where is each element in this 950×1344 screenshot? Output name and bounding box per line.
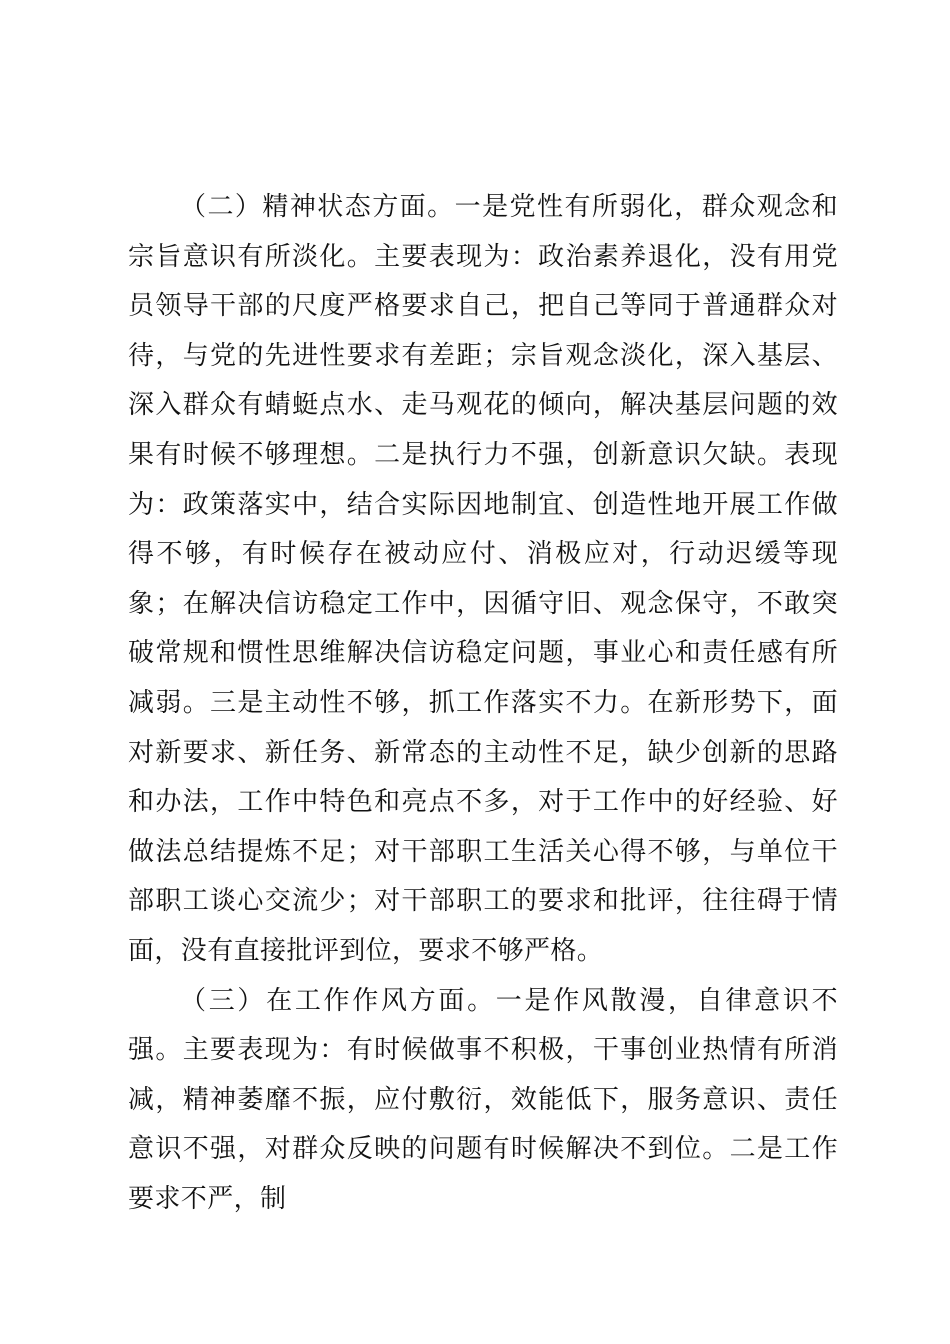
paragraph-work-style: （三）在工作作风方面。一是作风散漫，自律意识不强。主要表现为：有时候做事不积极，干事创业热情有所消减，精神萎靡不振，应付敷衍，效能低下，服务意识、责任意识不强，对群众反映的问题有时候解决不到位。二是工作要求不严，制 bbox=[128, 985, 838, 1214]
document-body bbox=[128, 183, 838, 1224]
paragraph-mental-state: （二）精神状态方面。一是党性有所弱化，群众观念和宗旨意识有所淡化。主要表现为：政治素养退化，没有用党员领导干部的尺度严格要求自己，把自己等同于普通群众对待，与党的先进性要求有差距；宗旨观念淡化，深入基层、深入群众有蜻蜓点水、走马观花的倾向，解决基层问题的效果有时候不够理想。二是执行力不强，创新意识欠缺。表现为：政策落实中，结合实际因地制宜、创造性地开展工作做得不够，有时候存在被动应付、消极应对，行动迟缓等现象；在解决信访稳定工作中，因循守旧、观念保守，不敢突破常规和惯性思维解决信访稳定问题，事业心和责任感有所减弱。三是主动性不够，抓工作落实不力。在新形势下，面对新要求、新任务、新常态的主动性不足，缺少创新的思路和办法，工作中特色和亮点不多，对于工作中的好经验、好做法总结提炼不足；对干部职工生活关心得不够，与单位干部职工谈心交流少；对干部职工的要求和批评，往往碍于情面，没有直接批评到位，要求不够严格。 bbox=[128, 192, 838, 966]
